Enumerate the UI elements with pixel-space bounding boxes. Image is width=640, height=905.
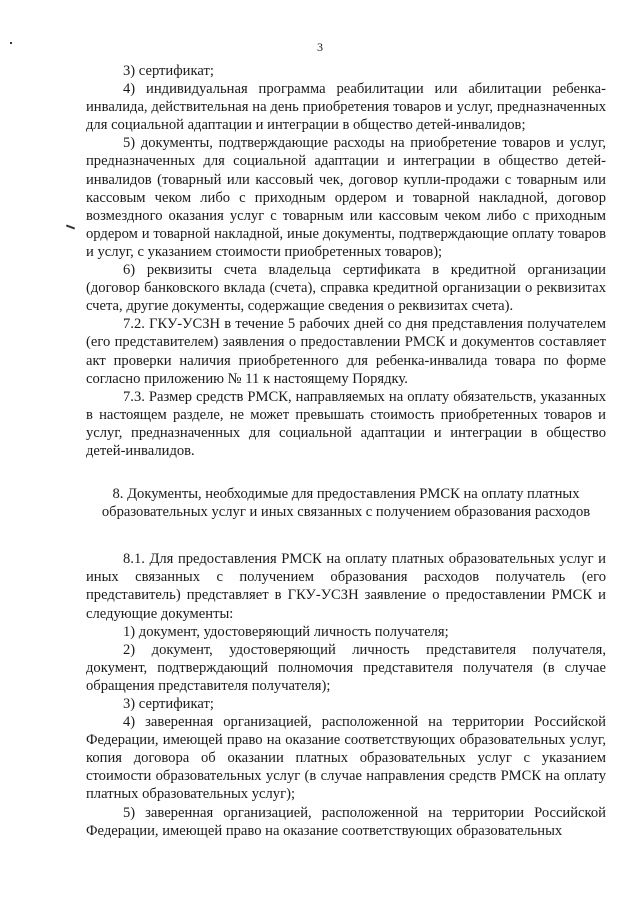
paragraph: 7.2. ГКУ-УСЗН в течение 5 рабочих дней со дня представления получателем (его представителем) заявления о предоставлении РМСК и документов составляет акт проверки наличия приобретенного для ребенка-инвалида товара по форме согласно приложению № 11 к настоящему Порядку.	[86, 316, 606, 387]
document-body	[86, 62, 606, 840]
section-title: 8. Документы, необходимые для предоставления РМСК на оплату платных образовательных услуг и иных связанных с получением образования расходов	[101, 486, 591, 521]
paragraph: 4) индивидуальная программа реабилитации или абилитации ребенка-инвалида, действительная на день приобретения товаров и услуг, предназначенных для социальной адаптации и интеграции в общество детей-инвалидов;	[86, 81, 606, 134]
paragraph: 4) заверенная организацией, расположенной на территории Российской Федерации, имеющей право на оказание соответствующих образовательных услуг, копия договора об оказании платных образовательных услуг с указанием стоимости образовательных услуг (в случае направления средств РМСК на оплату платных образовательных услуг);	[86, 714, 606, 803]
paragraph: 3) сертификат;	[123, 696, 214, 712]
page-number: 3	[317, 40, 323, 54]
paragraph: 7.3. Размер средств РМСК, направляемых на оплату обязательств, указанных в настоящем разделе, не может превышать стоимость приобретенных товаров и услуг, предназначенных для социальной адаптации и интеграции в общество детей-инвалидов.	[86, 388, 606, 459]
scan-dash	[66, 225, 75, 230]
paragraph: 2) документ, удостоверяющий личность представителя получателя, документ, подтверждающий полномочия представителя получателя (в случае обращения представителя получателя);	[86, 641, 606, 694]
paragraph: 6) реквизиты счета владельца сертификата в кредитной организации (договор банковского вклада (счета), справка кредитной организации о реквизитах счета, другие документы, содержащие сведения о реквизитах счета).	[86, 262, 606, 315]
paragraph: 8.1. Для предоставления РМСК на оплату платных образовательных услуг и иных связанных с получением образования расходов получатель (его представитель) представляет в ГКУ-УСЗН заявление о предоставлении РМСК и следующие документы:	[86, 551, 606, 622]
paragraph: 5) заверенная организацией, расположенной на территории Российской Федерации, имеющей право на оказание соответствующих образовательных	[86, 804, 606, 839]
paragraph: 3) сертификат;	[123, 63, 214, 79]
paragraph: 5) документы, подтверждающие расходы на приобретение товаров и услуг, предназначенных для социальной адаптации и интеграции в общество детей-инвалидов (товарный или кассовый чек, договор купли-продажи с товарным или кассовым чеком либо с приходным ордером и товарной накладной, договор возмездного оказания услуг с товарным или кассовым чеком либо с приходным ордером и товарной накладной, иные документы, подтверждающие оплату товаров и услуг, с указанием стоимости приобретенных товаров);	[86, 135, 606, 260]
paragraph: 1) документ, удостоверяющий личность получателя;	[123, 623, 449, 640]
